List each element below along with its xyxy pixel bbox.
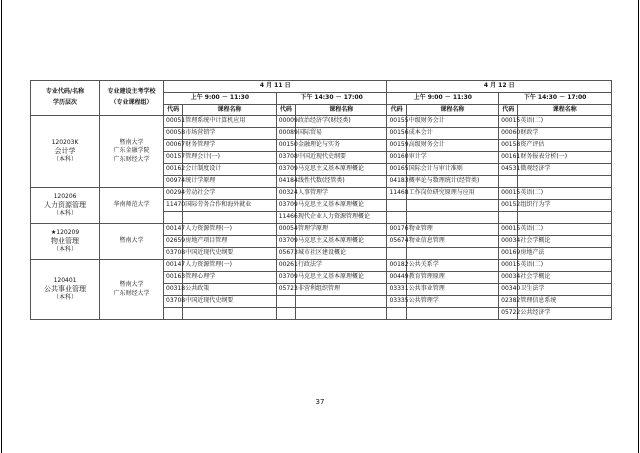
course-code [387,200,406,212]
course-name: 成本会计 [406,128,498,140]
course-code: 00054 [276,224,295,236]
header-code: 代码 [499,105,518,116]
header-major-cell [31,81,100,116]
course-name: 公共事业管理 [406,284,498,296]
table-row [31,260,612,272]
course-code: 00060 [499,128,518,140]
course-code: 00058 [164,128,183,140]
course-name [406,308,498,320]
course-name: 劳动社会学 [183,188,276,200]
header-course: 课程名称 [183,105,276,116]
header-major-code-label: 专业代码/名称 [45,88,85,96]
course-code [387,212,406,224]
school-name: 暨南大学 [119,237,144,245]
course-code: 00169 [499,248,518,260]
course-code: 00158 [499,140,518,152]
course-name: 中国近现代史纲要 [183,296,276,308]
major-code: 120203K [51,138,79,146]
course-name: 财务报表分析(一) [518,152,612,164]
major-cell [31,260,100,320]
course-code: 03708 [164,248,183,260]
school-name: 暨南大学 [119,281,144,289]
course-name: 英语(二) [518,224,612,236]
course-code: 04184 [276,176,295,188]
course-code: 00155 [387,116,406,128]
course-code: 04183 [387,176,406,188]
course-name: 审计学 [406,152,498,164]
course-name: 现代企业人力资源管理概论 [296,212,387,224]
course-code: 00165 [387,164,406,176]
course-name [183,212,276,224]
course-name: 人力资源管理(一) [183,224,276,236]
major-name: 物业管理 [51,236,80,245]
course-name [518,176,612,188]
course-name: 行政法学 [296,260,387,272]
course-name: 公共经济学 [518,308,612,320]
course-name: 房地产项目管理 [183,236,276,248]
course-name: 工作岗位研究原理与应用 [406,188,498,200]
course-name [183,308,276,320]
course-name: 教育管理原理 [406,272,498,284]
course-name: 房地产法 [518,248,612,260]
table-row [31,188,612,200]
course-code: 00449 [387,272,406,284]
course-code: 00015 [499,260,518,272]
course-name: 资产评估 [518,140,612,152]
course-code: 00162 [164,164,183,176]
course-code: 00324 [276,188,295,200]
course-code: 00034 [499,236,518,248]
course-name: 中级财务会计 [406,116,498,128]
course-code: 00034 [499,272,518,284]
course-name: 中国近现代史纲要 [296,152,387,164]
header-school-cell [100,81,164,116]
course-name [406,248,498,260]
course-name: 物业管理 [406,224,498,236]
course-code: 03335 [387,296,406,308]
major-name: 会计学 [54,146,76,155]
course-code: 00015 [499,188,518,200]
course-code [164,212,183,224]
course-code: 00176 [387,224,406,236]
course-code: 00067 [164,140,183,152]
major-code: 120206 [53,192,77,200]
course-code: 02659 [164,236,183,248]
major-level: （本科） [53,246,78,254]
course-name: 中国近现代史纲要 [183,248,276,260]
course-name: 管理学原理 [296,224,387,236]
major-name: 公共事业管理 [44,284,87,293]
header-code: 代码 [276,105,295,116]
school-name: 广东金融学院 [113,147,150,155]
course-code: 05673 [276,248,295,260]
school-cell [100,224,164,260]
header-day1-pm: 下午 14:30 － 17:00 [276,93,387,105]
course-name: 社会学概论 [518,272,612,284]
course-name: 人力资源管理(一) [183,260,276,272]
course-name [518,212,612,224]
table-body [31,116,612,320]
course-name: 马克思主义基本原理概论 [296,236,387,248]
major-code: ★120209 [50,228,80,236]
course-name: 英语(二) [518,116,612,128]
school-name: 暨南大学 [119,139,144,147]
course-code: 00009 [276,116,295,128]
course-name: 政治经济学(财经类) [296,116,387,128]
course-name: 概率论与数理统计(经管类) [406,176,498,188]
course-name: 物业信息管理 [406,236,498,248]
course-name: 马克思主义基本原理概论 [296,200,387,212]
course-code: 03709 [276,236,295,248]
course-code: 02382 [499,296,518,308]
course-name: 管理心理学 [183,272,276,284]
school-cell [100,116,164,188]
header-course: 课程名称 [518,105,612,116]
course-name: 卫生法学 [518,284,612,296]
course-code: 00157 [164,152,183,164]
course-code: 03708 [164,296,183,308]
course-code [276,308,295,320]
course-code: 11466 [276,212,295,224]
course-code: 00161 [499,152,518,164]
course-code: 03709 [276,200,295,212]
course-code: 00160 [387,152,406,164]
course-name: 马克思主义基本原理概论 [296,272,387,284]
course-code: 05723 [276,284,295,296]
major-cell [31,116,100,188]
exam-schedule-table [30,80,612,320]
course-code: 00182 [387,260,406,272]
course-name: 财务管理学 [183,140,276,152]
course-code: 00156 [387,128,406,140]
course-code [387,248,406,260]
course-code: 00318 [164,284,183,296]
course-code: 00261 [276,260,295,272]
course-code: 00294 [164,188,183,200]
course-name [296,308,387,320]
header-course: 课程名称 [296,105,387,116]
header-level-label: 学历层次 [53,99,78,106]
header-day1: 4 月 11 日 [164,81,387,93]
course-code: 00974 [164,176,183,188]
left-margin-rule [1,0,2,453]
course-code: 03709 [276,272,295,284]
header-code: 代码 [164,105,183,116]
table-row [31,224,612,236]
course-code: 03709 [276,164,295,176]
course-code: 00015 [499,224,518,236]
header-day2-pm: 下午 14:30 － 17:00 [499,93,612,105]
course-name [296,296,387,308]
course-name: 非营利组织管理 [296,284,387,296]
course-name: 组织行为学 [518,200,612,212]
header-code: 代码 [387,105,406,116]
major-level: （本科） [53,156,78,164]
course-name: 国际会计与审计准则 [406,164,498,176]
course-code [499,212,518,224]
course-code [387,308,406,320]
course-code: 05674 [387,236,406,248]
course-code: 00147 [164,224,183,236]
major-code: 120401 [53,276,77,284]
major-cell [31,224,100,260]
course-code: 00089 [276,128,295,140]
course-name: 城市社区建设概论 [296,248,387,260]
course-name: 金融理论与实务 [296,140,387,152]
course-code: 00159 [387,140,406,152]
course-name: 财政学 [518,128,612,140]
course-code [164,308,183,320]
course-name: 国际劳务合作和海外就业 [183,200,276,212]
course-code [499,176,518,188]
school-name: 华南师范大学 [113,201,150,209]
course-code: 00340 [499,284,518,296]
course-name: 管理会计(一) [183,152,276,164]
course-name: 微观经济学 [518,164,612,176]
course-code: 05722 [499,308,518,320]
header-day2: 4 月 12 日 [387,81,612,93]
course-code: 11468 [387,188,406,200]
course-name: 英语(二) [518,260,612,272]
table-header [31,81,612,116]
right-margin-rule [638,0,639,453]
course-code: 03331 [387,284,406,296]
course-name: 公共关系学 [406,260,498,272]
course-name: 公共政策 [183,284,276,296]
course-code: 03708 [276,152,295,164]
major-name: 人力资源管理 [44,200,87,209]
course-name [406,212,498,224]
course-name: 统计学原理 [183,176,276,188]
course-code: 04531 [499,164,518,176]
table-row [31,116,612,128]
header-school-sub-label: （专业课程组） [110,99,153,106]
course-name: 会计制度设计 [183,164,276,176]
course-code: 00147 [164,260,183,272]
course-name: 高级财务会计 [406,140,498,152]
course-name [406,200,498,212]
course-code: 00051 [164,116,183,128]
course-name: 社会学概论 [518,236,612,248]
header-day1-am: 上午 9:00 － 11:30 [164,93,277,105]
course-name: 马克思主义基本原理概论 [296,164,387,176]
course-code: 11470 [164,200,183,212]
school-cell [100,188,164,224]
course-name: 英语(二) [518,188,612,200]
course-name: 市场营销学 [183,128,276,140]
course-name: 管理信息系统 [518,296,612,308]
school-name: 广东财经大学 [113,155,150,163]
course-code: 00163 [164,272,183,284]
course-name: 人事管理学 [296,188,387,200]
school-name: 广东财经大学 [113,289,150,297]
header-day2-am: 上午 9:00 － 11:30 [387,93,499,105]
page-number: 37 [315,398,325,406]
major-level: （本科） [53,294,78,302]
course-name: 管理系统中计算机应用 [183,116,276,128]
major-cell [31,188,100,224]
school-cell [100,260,164,320]
course-code: 00150 [276,140,295,152]
course-name: 国际贸易 [296,128,387,140]
header-school-label: 专业建设主考学校 [107,88,156,96]
course-code: 00152 [499,200,518,212]
course-name: 公共管理学 [406,296,498,308]
course-code [276,296,295,308]
course-code: 00015 [499,116,518,128]
major-level: （本科） [53,210,78,218]
header-course: 课程名称 [406,105,498,116]
course-name: 线性代数(经管类) [296,176,387,188]
